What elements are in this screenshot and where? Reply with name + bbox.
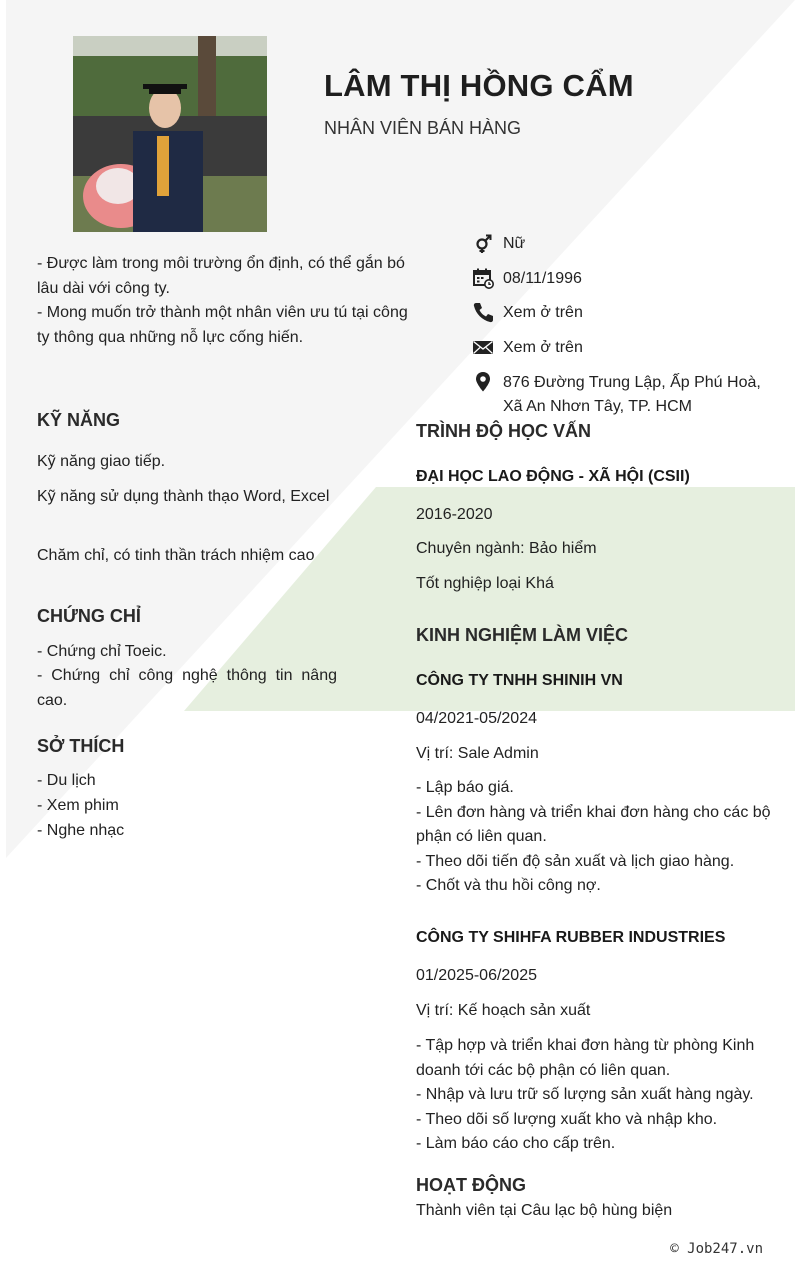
job-duties	[416, 776, 781, 899]
skill-item: Chăm chỉ, có tinh thần trách nhiệm cao	[37, 547, 315, 564]
skill-item: Kỹ năng sử dụng thành thạo Word, Excel	[37, 488, 330, 505]
phone-value: Xem ở trên	[503, 304, 583, 321]
education-title: TRÌNH ĐỘ HỌC VẤN	[416, 421, 591, 441]
certificate-item: - Chứng chỉ công nghệ thông tin nâng cao.	[37, 667, 337, 709]
phone-icon	[472, 301, 494, 323]
duty-item: - Theo dõi số lượng xuất kho và nhập kho.	[416, 1110, 718, 1128]
birthday-value: 08/11/1996	[503, 270, 582, 287]
duty-item: - Nhập và lưu trữ số lượng sản xuất hàng ngày.	[416, 1086, 754, 1103]
objective-line: - Được làm trong môi trường ổn định, có thể gắn bó lâu dài với công ty.	[37, 255, 405, 297]
hobbies-title: SỞ THÍCH	[37, 736, 125, 756]
duty-item: - Lên đơn hàng và triển khai đơn hàng cho các bộ phận có liên quan.	[416, 803, 771, 845]
certificate-item: - Chứng chỉ Toeic.	[37, 643, 167, 660]
job-period: 04/2021-05/2024	[416, 710, 537, 727]
copyright-footer: © Job247.vn	[670, 1241, 763, 1257]
career-objective	[37, 252, 412, 350]
duty-item: - Làm báo cáo cho cấp trên.	[416, 1135, 616, 1152]
skills-title: KỸ NĂNG	[37, 410, 121, 430]
location-icon	[472, 371, 494, 393]
experience-title: KINH NGHIỆM LÀM VIỆC	[416, 625, 629, 645]
hobby-item: - Du lịch	[37, 772, 96, 789]
activities-title: HOẠT ĐỘNG	[416, 1175, 526, 1195]
hobby-item: - Nghe nhạc	[37, 822, 125, 839]
job-title: NHÂN VIÊN BÁN HÀNG	[324, 118, 522, 138]
address-value: 876 Đường Trung Lập, Ấp Phú Hoà, Xã An Nhơn Tây, TP. HCM	[503, 374, 761, 415]
job-duties	[416, 1034, 781, 1157]
gender-icon	[472, 232, 494, 254]
school-name: ĐẠI HỌC LAO ĐỘNG - XÃ HỘI (CSII)	[416, 468, 690, 485]
activity-item: Thành viên tại Câu lạc bộ hùng biện	[416, 1202, 673, 1219]
candidate-name: LÂM THỊ HỒNG CẨM	[324, 68, 634, 103]
education-period: 2016-2020	[416, 506, 493, 523]
gender-value: Nữ	[503, 235, 526, 252]
education-grade: Tốt nghiệp loại Khá	[416, 575, 554, 592]
job-period: 01/2025-06/2025	[416, 967, 537, 984]
objective-line: - Mong muốn trở thành một nhân viên ưu tú tại công ty thông qua những nỗ lực cống hiến.	[37, 304, 408, 346]
profile-photo	[73, 36, 267, 232]
duty-item: - Tập hợp và triển khai đơn hàng từ phòng Kinh doanh tới các bộ phận có liên quan.	[416, 1037, 755, 1079]
duty-item: - Chốt và thu hồi công nợ.	[416, 877, 601, 894]
company-name: CÔNG TY TNHH SHINIH VN	[416, 672, 623, 689]
certificates-title: CHỨNG CHỈ	[37, 606, 141, 626]
duty-item: - Lập báo giá.	[416, 779, 514, 796]
job-position: Vị trí: Sale Admin	[416, 745, 539, 762]
education-major: Chuyên ngành: Bảo hiểm	[416, 540, 597, 557]
email-icon	[472, 336, 494, 358]
hobby-item: - Xem phim	[37, 797, 119, 814]
company-name: CÔNG TY SHIHFA RUBBER INDUSTRIES	[416, 929, 726, 946]
job-position: Vị trí: Kế hoạch sản xuất	[416, 1002, 591, 1019]
duty-item: - Theo dõi tiến độ sản xuất và lịch giao hàng.	[416, 852, 735, 870]
calendar-icon	[472, 267, 494, 289]
skill-item: Kỹ năng giao tiếp.	[37, 453, 166, 470]
email-value: Xem ở trên	[503, 339, 583, 356]
